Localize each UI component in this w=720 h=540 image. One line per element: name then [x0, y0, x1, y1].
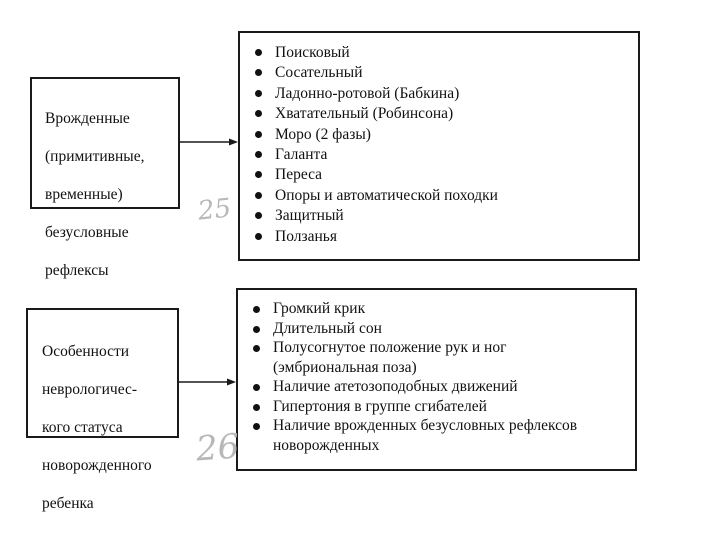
list-item-text: Гипертония в группе сгибателей: [273, 397, 487, 415]
list-item-text: Защитный: [275, 207, 344, 225]
bullet-icon: [253, 306, 260, 313]
bullet-icon: [253, 423, 260, 430]
bullet-icon: [255, 212, 262, 219]
feature-list: [253, 300, 577, 456]
list-item-text: Моро (2 фазы): [275, 125, 371, 143]
list-item-text: (эмбриональная поза): [273, 358, 417, 376]
list-box-neuro-features: [236, 288, 637, 471]
source-box-neuro-status: [26, 308, 179, 512]
list-item: [255, 84, 498, 104]
label-line: ребенка: [42, 495, 94, 512]
list-item: [255, 145, 498, 165]
arrow-connector: [179, 375, 239, 389]
bullet-icon: [255, 131, 262, 138]
label-line: неврологичес-: [42, 381, 138, 398]
reflex-list: [255, 43, 498, 247]
list-item: [253, 320, 577, 339]
list-item-text: Полусогнутое положение рук и ног: [273, 339, 507, 356]
label-line: Особенности: [42, 343, 130, 360]
list-item-text: Длительный сон: [273, 319, 382, 337]
list-item-text: Сосательный: [275, 64, 363, 82]
list-item: [253, 339, 577, 358]
list-item: [255, 43, 498, 63]
label-line: временные): [45, 186, 123, 203]
page-number-handwritten: 26: [194, 426, 241, 470]
list-item-text: Переса: [275, 166, 323, 184]
bullet-icon: [253, 384, 260, 391]
bullet-icon: [255, 171, 262, 178]
list-item: [255, 227, 498, 247]
list-item-text: Хватательный (Робинсона): [275, 105, 454, 123]
page-number-handwritten: 25: [196, 193, 233, 227]
list-box-reflexes: [238, 31, 640, 261]
bullet-icon: [255, 49, 262, 56]
bullet-icon: [255, 192, 262, 199]
label-line: рефлексы: [45, 262, 109, 279]
label-line: кого статуса: [42, 419, 123, 436]
bullet-icon: [255, 90, 262, 97]
arrow-connector: [180, 135, 240, 149]
list-item-text: Наличие врожденных безусловных рефлексов: [273, 417, 578, 434]
list-item: [255, 165, 498, 185]
list-item-text: Ползанья: [275, 227, 337, 245]
bullet-icon: [255, 151, 262, 158]
label-line: Врожденные: [45, 110, 130, 127]
bullet-icon: [253, 404, 260, 411]
list-item-text: Ладонно-ротовой (Бабкина): [275, 84, 460, 102]
list-item: [253, 378, 577, 397]
source-box-congenital-reflexes: [30, 77, 180, 279]
list-item-text: Наличие атетозоподобных движений: [273, 378, 518, 395]
list-item-text: Опоры и автоматической походки: [275, 186, 498, 204]
bullet-icon: [253, 345, 260, 352]
list-item: [255, 206, 498, 226]
list-item-text: Поисковый: [275, 44, 350, 61]
bullet-icon: [253, 326, 260, 333]
list-item: [253, 398, 577, 417]
label-line: (примитивные,: [45, 148, 145, 165]
list-item: [253, 417, 577, 436]
list-item-text: Громкий крик: [273, 300, 366, 317]
list-item: [255, 104, 498, 124]
source-box-label: [42, 323, 152, 532]
source-box-label: [45, 90, 144, 299]
label-line: новорожденного: [42, 457, 152, 474]
list-item-text: Галанта: [275, 145, 328, 163]
label-line: безусловные: [45, 224, 129, 241]
list-item: [255, 63, 498, 83]
list-item: [253, 300, 577, 319]
list-item: [255, 186, 498, 206]
list-item-continuation: [253, 359, 577, 378]
list-item-text: новорожденных: [273, 436, 380, 454]
list-item-continuation: [253, 437, 577, 456]
list-item: [255, 125, 498, 145]
bullet-icon: [255, 69, 262, 76]
bullet-icon: [255, 110, 262, 117]
bullet-icon: [255, 233, 262, 240]
